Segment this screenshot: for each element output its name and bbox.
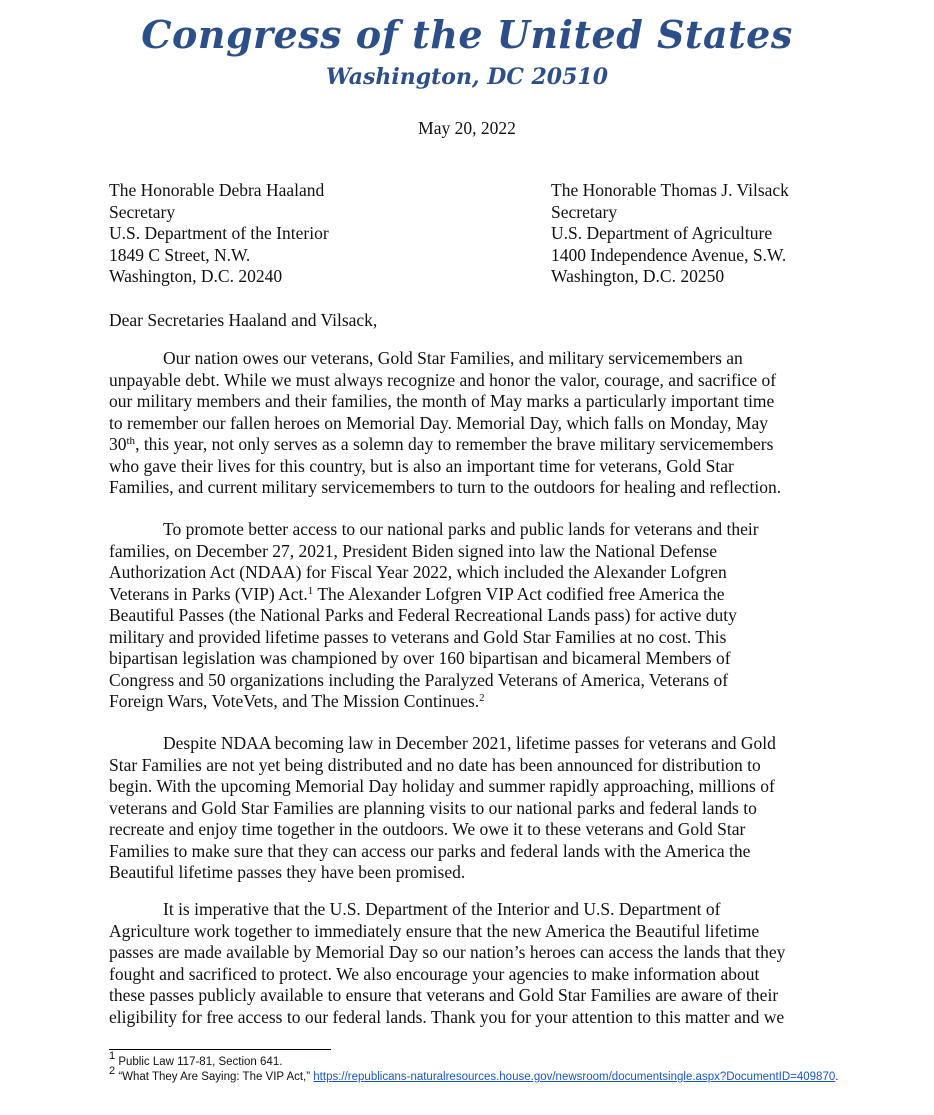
paragraph-line: passes are made available by Memorial Day so our nation’s heroes can access the lands that they — [109, 942, 786, 962]
paragraph-line: to remember our fallen heroes on Memorial Day. Memorial Day, which falls on Monday, May — [109, 412, 768, 433]
paragraph-line: eligibility for free access to our federal lands. Thank you for your attention to this matter and we — [109, 1006, 785, 1027]
paragraph-line: Star Families are not yet being distributed and no date has been announced for distribution to — [109, 754, 761, 775]
letter-date: May 20, 2022 — [418, 118, 516, 138]
body-paragraph — [109, 348, 829, 499]
addressee-left-line: 1849 C Street, N.W. — [109, 244, 251, 265]
addressee-left-line: Secretary — [109, 201, 176, 222]
paragraph-line: To promote better access to our national parks and public lands for veterans and their — [163, 519, 759, 539]
paragraph-line: who gave their lives for this country, but is also an important time for veterans, Gold Star — [109, 455, 734, 476]
paragraph-line: recreate and enjoy time together in the outdoors. We owe it to these veterans and Gold Star — [109, 819, 746, 839]
body-paragraph — [109, 899, 829, 1028]
footnote-text: “What They Are Saying: The VIP Act,” — [115, 1071, 314, 1083]
footnote-divider — [109, 1049, 331, 1050]
paragraph-line: Families, and current military servicemembers to turn to the outdoors for healing and reflection. — [109, 477, 782, 497]
body-paragraph — [109, 733, 829, 884]
paragraph-line: Beautiful Passes (the National Parks and Federal Recreational Lands pass) for active duty — [109, 605, 737, 625]
line-text: 30 — [109, 434, 127, 454]
footnote-text-after: . — [835, 1071, 839, 1083]
line-text: Foreign Wars, VoteVets, and The Mission Continues. — [109, 691, 480, 711]
paragraph-line: military and provided lifetime passes to veterans and Gold Star Families at no cost. This — [109, 626, 727, 647]
superscript: th — [126, 435, 136, 447]
addressee-right-line: Secretary — [551, 201, 618, 222]
addressee-left-line: The Honorable Debra Haaland — [109, 180, 325, 200]
body-paragraph — [109, 519, 829, 713]
paragraph-line: Families to make sure that they can access our parks and federal lands with the America the — [109, 840, 751, 861]
paragraph-line — [109, 434, 829, 456]
footnote-number: 1 — [109, 1050, 116, 1062]
paragraph-line: families, on December 27, 2021, President Biden signed into law the National Defense — [109, 540, 717, 561]
paragraph-line: unpayable debt. While we must always recognize and honor the valor, courage, and sacrifice of — [109, 369, 777, 390]
footnote-number: 2 — [109, 1065, 116, 1077]
paragraph-line: Our nation owes our veterans, Gold Star Families, and military servicemembers an — [163, 348, 743, 368]
addressee-right-line: The Honorable Thomas J. Vilsack — [551, 180, 789, 200]
paragraph-line: Beautiful lifetime passes they have been promised. — [109, 862, 466, 882]
paragraph-line: these passes publicly available to ensure that veterans and Gold Star Families are aware of their — [109, 985, 779, 1005]
line-text: The Alexander Lofgren VIP Act codified free America the — [313, 583, 725, 604]
addressee-right-line: Washington, D.C. 20250 — [551, 266, 725, 287]
superscript: 1 — [307, 584, 314, 597]
paragraph-line: our military members and their families, the month of May marks a particularly important time — [109, 391, 775, 411]
paragraph-line: bipartisan legislation was championed by over 160 bipartisan and bicameral Members of — [109, 648, 731, 668]
line-text: , this year, not only serves as a solemn day to remember the brave military servicemembers — [135, 434, 774, 454]
paragraph-line: fought and sacrificed to protect. We also encourage your agencies to make information about — [109, 963, 760, 984]
addressee-left — [109, 180, 329, 288]
superscript: 2 — [479, 692, 485, 704]
paragraph-line: begin. With the upcoming Memorial Day holiday and summer rapidly approaching, millions of — [109, 776, 775, 796]
addressee-right-line: 1400 Independence Avenue, S.W. — [551, 244, 787, 265]
paragraph-line — [109, 691, 829, 713]
footnote-2 — [109, 1065, 839, 1085]
paragraph-line: Authorization Act (NDAA) for Fiscal Year 2022, which included the Alexander Lofgren — [109, 562, 727, 582]
addressee-left-line: U.S. Department of the Interior — [109, 223, 329, 244]
line-text: Veterans in Parks (VIP) Act. — [109, 583, 308, 604]
footnote-text: Public Law 117-81, Section 641. — [115, 1056, 283, 1068]
footnote-link[interactable]: https://republicans-naturalresources.house.gov/newsroom/documentsingle.aspx?DocumentID=409870 — [313, 1071, 836, 1083]
addressee-right-line: U.S. Department of Agriculture — [551, 223, 773, 244]
paragraph-line: Congress and 50 organizations including the Paralyzed Veterans of America, Veterans of — [109, 669, 729, 690]
letterhead-title: Congress of the United States — [141, 12, 793, 57]
addressee-left-line: Washington, D.C. 20240 — [109, 266, 283, 287]
letterhead — [0, 10, 934, 92]
paragraph-line — [109, 584, 829, 606]
paragraph-line: veterans and Gold Star Families are planning visits to our national parks and federal lands to — [109, 797, 757, 818]
paragraph-line: Despite NDAA becoming law in December 2021, lifetime passes for veterans and Gold — [163, 733, 776, 753]
paragraph-line: Agriculture work together to immediately ensure that the new America the Beautiful lifetime — [109, 920, 760, 941]
paragraph-line: It is imperative that the U.S. Department of the Interior and U.S. Department of — [163, 899, 721, 919]
letterhead-subtitle: Washington, DC 20510 — [325, 64, 609, 90]
footnote-1 — [109, 1050, 838, 1070]
footnotes — [109, 1050, 839, 1085]
addressee-right — [551, 180, 789, 288]
salutation: Dear Secretaries Haaland and Vilsack, — [109, 310, 378, 330]
